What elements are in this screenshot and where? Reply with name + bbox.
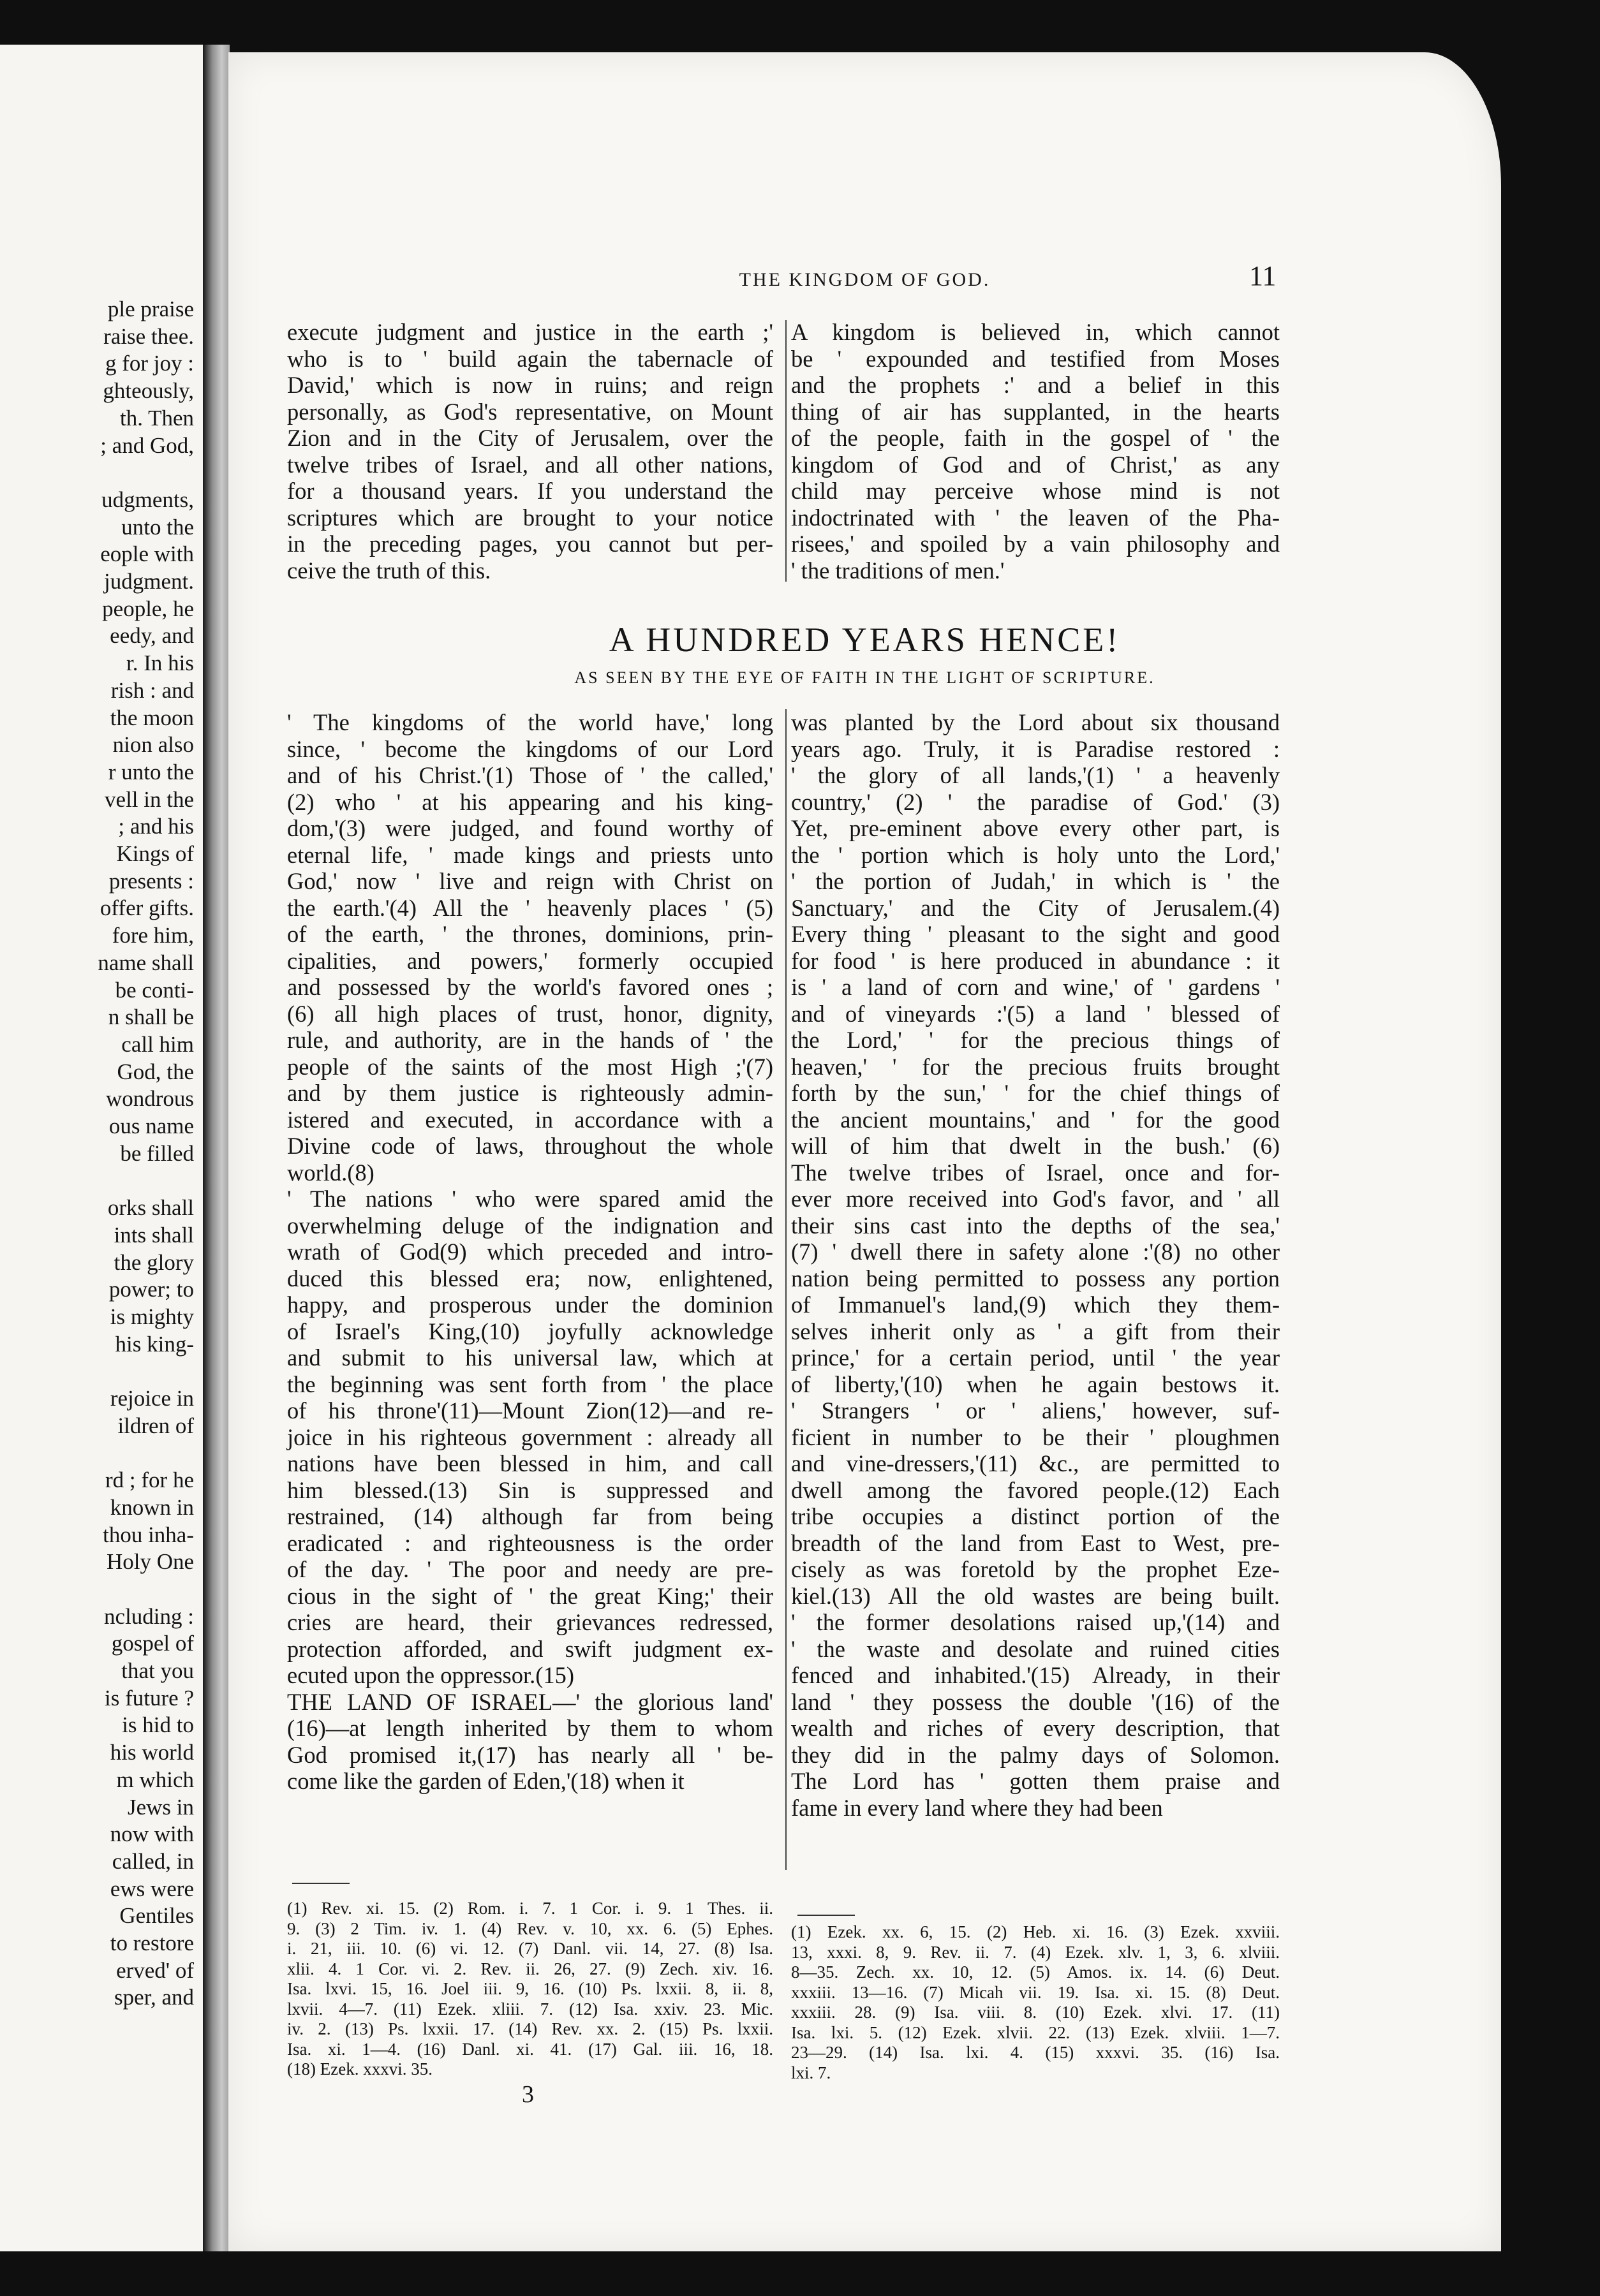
text-line: forth by the sun,' ' for the chief things of (791, 1080, 1280, 1106)
text-line: ' the waste and desolate and ruined cities (791, 1635, 1280, 1662)
text-line: of the day. ' The poor and needy are pre- (287, 1556, 773, 1582)
facing-page-line: ous name (108, 1114, 194, 1138)
text-line: ' the glory of all lands,'(1) ' a heavenly (791, 762, 1280, 788)
text-line: twelve tribes of Israel, and all other nations, (287, 451, 773, 478)
text-line: joice in his righteous government : already all (287, 1424, 773, 1450)
facing-page-line: ple praise (107, 297, 194, 321)
footnote-line: lxvii. 4—7. (11) Ezek. xliii. 7. (12) Isa. xxiv. 23. Mic. (287, 1999, 773, 2019)
facing-page-line: offer gifts. (100, 895, 194, 921)
text-line: Divine code of laws, throughout the whole (287, 1133, 773, 1159)
text-line: Sanctuary,' and the City of Jerusalem.(4) (791, 894, 1280, 921)
footnote-line: 8—35. Zech. xx. 10, 12. (5) Amos. ix. 14. (6) Deut. (791, 1962, 1280, 1982)
footnote-line: Isa. lxvi. 15, 16. Joel iii. 9, 16. (10) Ps. lxxii. 8, ii. 8, (287, 1979, 773, 1998)
text-line: child may perceive whose mind is not (791, 478, 1280, 504)
footnote-line: 9. (3) 2 Tim. iv. 1. (4) Rev. v. 10, xx. 6. (5) Ephes. (287, 1918, 773, 1938)
text-line: nations have been blessed in him, and call (287, 1450, 773, 1476)
text-line: cisely as was foretold by the prophet Eze- (791, 1556, 1280, 1582)
column-rule (785, 709, 787, 1870)
text-line: people of the saints of the most High ;'(7) (287, 1053, 773, 1080)
text-line: ceive the truth of this. (287, 557, 491, 584)
text-line: execute judgment and justice in the earth ;' (287, 319, 773, 345)
facing-page-line: ; and his (118, 814, 194, 839)
text-line: the Lord,' ' for the precious things of (791, 1027, 1280, 1053)
text-line: personally, as God's representative, on Mount (287, 398, 773, 425)
footnote-line: xlii. 4. 1 Cor. vi. 2. Rev. ii. 26, 27. (9) Zech. xiv. 16. (287, 1959, 773, 1978)
text-line: ecuted upon the oppressor.(15) (287, 1662, 575, 1688)
text-line: of Immanuel's land,(9) which they them- (791, 1292, 1280, 1318)
text-line: ' Strangers ' or ' aliens,' however, suf- (791, 1397, 1280, 1424)
text-line: istered and executed, in accordance with a (287, 1106, 773, 1133)
text-line: ever more received into God's favor, and ' all (791, 1186, 1280, 1212)
facing-page-line: orks shall (107, 1195, 194, 1221)
text-line: ficient in number to be their ' ploughmen (791, 1424, 1280, 1450)
facing-page-line: erved' of (116, 1957, 194, 1983)
footnote-line: (1) Ezek. xx. 6, 15. (2) Heb. xi. 16. (3) Ezek. xxviii. (791, 1922, 1280, 1941)
book-gutter (203, 45, 230, 2251)
text-line: God promised it,(17) has nearly all ' be- (287, 1741, 773, 1768)
top-left-column (287, 319, 773, 584)
text-line: will of him that dwelt in the bush.' (6) (791, 1133, 1280, 1159)
facing-page-line: now with (110, 1821, 194, 1847)
facing-page-line: the moon (110, 705, 194, 730)
text-line: of his throne'(11)—Mount Zion(12)—and re- (287, 1397, 773, 1424)
facing-page-line: g for joy : (105, 351, 194, 376)
facing-page-line: eedy, and (110, 623, 194, 649)
text-line: tribe occupies a distinct portion of the (791, 1503, 1280, 1529)
text-line: and of vineyards :'(5) a land ' blessed of (791, 1000, 1280, 1027)
facing-page-line: power; to (108, 1277, 194, 1302)
text-line: be ' expounded and testified from Moses (791, 345, 1280, 372)
text-line: David,' which is now in ruins; and reign (287, 372, 773, 398)
running-title: THE KINGDOM OF GOD. (739, 269, 991, 290)
text-line: ' the portion of Judah,' in which is ' the (791, 868, 1280, 894)
text-line: nation being permitted to possess any portion (791, 1265, 1280, 1292)
facing-page-line: Gentiles (119, 1903, 194, 1929)
facing-page-line: people, he (102, 596, 194, 621)
facing-page-line: God, the (117, 1059, 194, 1084)
text-line: restrained, (14) although far from being (287, 1503, 773, 1529)
text-line: of Israel's King,(10) joyfully acknowledge (287, 1318, 773, 1344)
text-line: the ' portion which is holy unto the Lord,' (791, 841, 1280, 868)
text-line: dwell among the favored people.(12) Each (791, 1476, 1280, 1503)
facing-page-line: fore him, (112, 923, 194, 948)
facing-page-line: is mighty (110, 1304, 194, 1329)
text-line: rule, and authority, are in the hands of ' the (287, 1027, 773, 1053)
text-line: thing of air has supplanted, in the hearts (791, 398, 1280, 425)
facing-page-line: vell in the (105, 786, 194, 812)
facing-page-line: that you (121, 1658, 194, 1683)
facing-page-line: to restore (110, 1931, 194, 1955)
facing-page-line: judgment. (104, 569, 194, 594)
text-line: their sins cast into the depths of the sea,' (791, 1212, 1280, 1239)
text-line: ' The nations ' who were spared amid the (287, 1186, 773, 1212)
footnote-line: (18) Ezek. xxxvi. 35. (287, 2059, 433, 2079)
text-line: of the people, faith in the gospel of ' the (791, 425, 1280, 451)
text-line: selves inherit only as ' a gift from their (791, 1318, 1280, 1344)
facing-page-line: ; and God, (100, 432, 194, 458)
text-line: eradicated : and righteousness is the order (287, 1529, 773, 1556)
section-subtitle: AS SEEN BY THE EYE OF FAITH IN THE LIGHT OF SCRIPTURE. (574, 668, 1155, 687)
facing-page-line: is future ? (105, 1685, 194, 1711)
facing-page-line: udgments, (101, 487, 194, 512)
footnote-line: xxxiii. 13—16. (7) Micah vii. 19. Isa. xi. 15. (8) Deut. (791, 1982, 1280, 2002)
text-line: ' The kingdoms of the world have,' long (287, 709, 773, 735)
text-line: the beginning was sent forth from ' the place (287, 1371, 773, 1397)
footnote-rule (797, 1915, 855, 1916)
facing-page-line: ghteously, (103, 378, 194, 404)
text-line: (7) ' dwell there in safety alone :'(8) no other (791, 1239, 1280, 1265)
text-line: duced this blessed era; now, enlightened, (287, 1265, 773, 1292)
facing-page-line: raise thee. (103, 323, 194, 349)
facing-page-line: rd ; for he (105, 1468, 194, 1493)
column-rule (785, 320, 787, 582)
text-line: was planted by the Lord about six thousand (791, 709, 1280, 735)
facing-page-line: Holy One (106, 1549, 194, 1575)
facing-page-line: rish : and (110, 677, 194, 703)
text-line: wealth and riches of every description, that (791, 1715, 1280, 1741)
footnote-line: Isa. xi. 1—4. (16) Danl. xi. 41. (17) Gal. iii. 16, 18. (287, 2039, 773, 2059)
body-right-column (791, 709, 1280, 1821)
facing-page-line: sper, and (114, 1985, 194, 2010)
facing-page-line: unto the (121, 514, 194, 540)
facing-page-line: call him (121, 1031, 194, 1057)
text-line: (16)—at length inherited by them to whom (287, 1715, 773, 1741)
text-line: happy, and prosperous under the dominion (287, 1292, 773, 1318)
text-line: since, ' become the kingdoms of our Lord (287, 735, 773, 762)
footnote-line: 23—29. (14) Isa. lxi. 4. (15) xxxvi. 35. (16) Isa. (791, 2043, 1280, 2062)
text-line: and vine-dressers,'(11) &c., are permitted to (791, 1450, 1280, 1476)
facing-page-line: r. In his (126, 651, 194, 676)
text-line: the ancient mountains,' and ' for the good (791, 1106, 1280, 1133)
facing-page-line: ncluding : (104, 1603, 194, 1629)
footnote-line: xxxiii. 28. (9) Isa. viii. 8. (10) Ezek. xlvi. 17. (11) (791, 2003, 1280, 2022)
facing-page-line: gospel of (111, 1631, 194, 1656)
signature-mark: 3 (522, 2081, 534, 2108)
text-line: kiel.(13) All the old wastes are being built. (791, 1582, 1280, 1609)
text-line: Yet, pre-eminent above every other part, is (791, 815, 1280, 841)
page (228, 52, 1501, 2251)
facing-page-line: rejoice in (110, 1386, 194, 1411)
text-line: THE LAND OF ISRAEL—' the glorious land' (287, 1688, 773, 1715)
facing-page-line: be conti- (115, 977, 194, 1003)
text-line: ' the traditions of men.' (791, 557, 1005, 584)
facing-page-line: his world (110, 1740, 194, 1765)
facing-page-line: his king- (115, 1331, 194, 1357)
text-line: of the earth, ' the thrones, dominions, prin- (287, 921, 773, 947)
right-footnotes (791, 1922, 1280, 2083)
section-title: A HUNDRED YEARS HENCE! (609, 621, 1121, 659)
text-line: fenced and inhabited.'(15) Already, in their (791, 1662, 1280, 1688)
text-line: dom,'(3) were judged, and found worthy of (287, 815, 773, 841)
facing-page-line: Kings of (116, 841, 194, 866)
text-line: scriptures which are brought to your notice (287, 504, 773, 531)
text-line: and of his Christ.'(1) Those of ' the called,' (287, 762, 773, 788)
footnote-line: Isa. lxi. 5. (12) Ezek. xlvii. 22. (13) Ezek. xlviii. 1—7. (791, 2022, 1280, 2042)
text-line: world.(8) (287, 1159, 374, 1186)
text-line: is ' a land of corn and wine,' of ' gardens ' (791, 974, 1280, 1000)
text-line: eternal life, ' made kings and priests unto (287, 841, 773, 868)
text-line: A kingdom is believed in, which cannot (791, 319, 1280, 345)
facing-page-line: ews were (110, 1876, 194, 1901)
footnote-rule (292, 1883, 350, 1884)
text-line: ' the former desolations raised up,'(14) and (791, 1609, 1280, 1635)
footnote-line: i. 21, iii. 10. (6) vi. 12. (7) Danl. vii. 14, 27. (8) Isa. (287, 1939, 773, 1958)
text-line: and the prophets :' and a belief in this (791, 372, 1280, 398)
facing-page-line: called, in (112, 1848, 194, 1874)
body-left-column (287, 709, 773, 1795)
text-line: cious in the sight of ' the great King;' their (287, 1582, 773, 1609)
facing-page-line: be filled (120, 1140, 194, 1166)
facing-page-line: known in (110, 1494, 194, 1520)
facing-page-line: is hid to (122, 1712, 194, 1738)
facing-page-line: m which (116, 1767, 194, 1792)
text-line: Zion and in the City of Jerusalem, over the (287, 425, 773, 451)
facing-page-line: ints shall (114, 1222, 194, 1247)
text-line: fame in every land where they had been (791, 1794, 1163, 1821)
text-line: years ago. Truly, it is Paradise restored : (791, 735, 1280, 762)
text-line: come like the garden of Eden,'(18) when it (287, 1768, 685, 1794)
facing-page-line: r unto the (108, 759, 194, 784)
text-line: and by them justice is righteously admin- (287, 1080, 773, 1106)
text-line: in the preceding pages, you cannot but per- (287, 531, 773, 557)
text-line: prince,' for a certain period, until ' the year (791, 1344, 1280, 1371)
text-line: heaven,' ' for the precious fruits brought (791, 1053, 1280, 1080)
top-right-column (791, 319, 1280, 584)
facing-page-line: eople with (100, 541, 194, 567)
text-line: and submit to his universal law, which at (287, 1344, 773, 1371)
facing-page-line: thou inha- (103, 1522, 194, 1547)
left-footnotes (287, 1899, 773, 2080)
text-line: land ' they possess the double '(16) of the (791, 1688, 1280, 1715)
facing-page-line: n shall be (108, 1004, 194, 1030)
text-line: cipalities, and powers,' formerly occupied (287, 947, 773, 974)
facing-page-line: nion also (112, 732, 194, 758)
text-line: God,' now ' live and reign with Christ on (287, 868, 773, 894)
text-line: of liberty,'(10) when he again bestows it. (791, 1371, 1280, 1397)
text-line: protection afforded, and swift judgment ex- (287, 1635, 773, 1662)
facing-page-line: the glory (114, 1249, 194, 1275)
page-number: 11 (1249, 260, 1277, 291)
facing-page-line: wondrous (105, 1086, 194, 1112)
text-line: for food ' is here produced in abundance : it (791, 947, 1280, 974)
footnote-line: 13, xxxi. 8, 9. Rev. ii. 7. (4) Ezek. xlv. 1, 3, 6. xlviii. (791, 1942, 1280, 1962)
text-line: wrath of God(9) which preceded and intro- (287, 1239, 773, 1265)
text-line: overwhelming deluge of the indignation and (287, 1212, 773, 1239)
text-line: him blessed.(13) Sin is suppressed and (287, 1476, 773, 1503)
footnote-line: lxi. 7. (791, 2063, 831, 2082)
text-line: Every thing ' pleasant to the sight and good (791, 921, 1280, 947)
text-line: cries are heard, their grievances redressed, (287, 1609, 773, 1635)
footnote-line: iv. 2. (13) Ps. lxxii. 17. (14) Rev. xx. 2. (15) Ps. lxxii. (287, 2019, 773, 2038)
text-line: The twelve tribes of Israel, once and for- (791, 1159, 1280, 1186)
footnote-line: (1) Rev. xi. 15. (2) Rom. i. 7. 1 Cor. i. 9. 1 Thes. ii. (287, 1899, 773, 1918)
text-line: for a thousand years. If you understand the (287, 478, 773, 504)
text-line: The Lord has ' gotten them praise and (791, 1768, 1280, 1794)
text-line: they did in the palmy days of Solomon. (791, 1741, 1280, 1768)
text-line: breadth of the land from East to West, pre- (791, 1529, 1280, 1556)
text-line: risees,' and spoiled by a vain philosophy and (791, 531, 1280, 557)
facing-page-line: th. Then (119, 405, 194, 430)
text-line: (2) who ' at his appearing and his king- (287, 788, 773, 815)
text-line: kingdom of God and of Christ,' as any (791, 451, 1280, 478)
text-line: who is to ' build again the tabernacle of (287, 345, 773, 372)
text-line: indoctrinated with ' the leaven of the Pha- (791, 504, 1280, 531)
facing-page-line: name shall (98, 950, 194, 975)
text-line: country,' (2) ' the paradise of God.' (3) (791, 788, 1280, 815)
text-line: (6) all high places of trust, honor, dignity, (287, 1000, 773, 1027)
facing-page (0, 45, 203, 2251)
facing-page-line: Jews in (127, 1794, 194, 1820)
facing-page-line: presents : (108, 868, 194, 894)
text-line: and possessed by the world's favored ones ; (287, 974, 773, 1000)
text-line: the earth.'(4) All the ' heavenly places ' (5) (287, 894, 773, 921)
facing-page-line: ildren of (117, 1413, 194, 1438)
